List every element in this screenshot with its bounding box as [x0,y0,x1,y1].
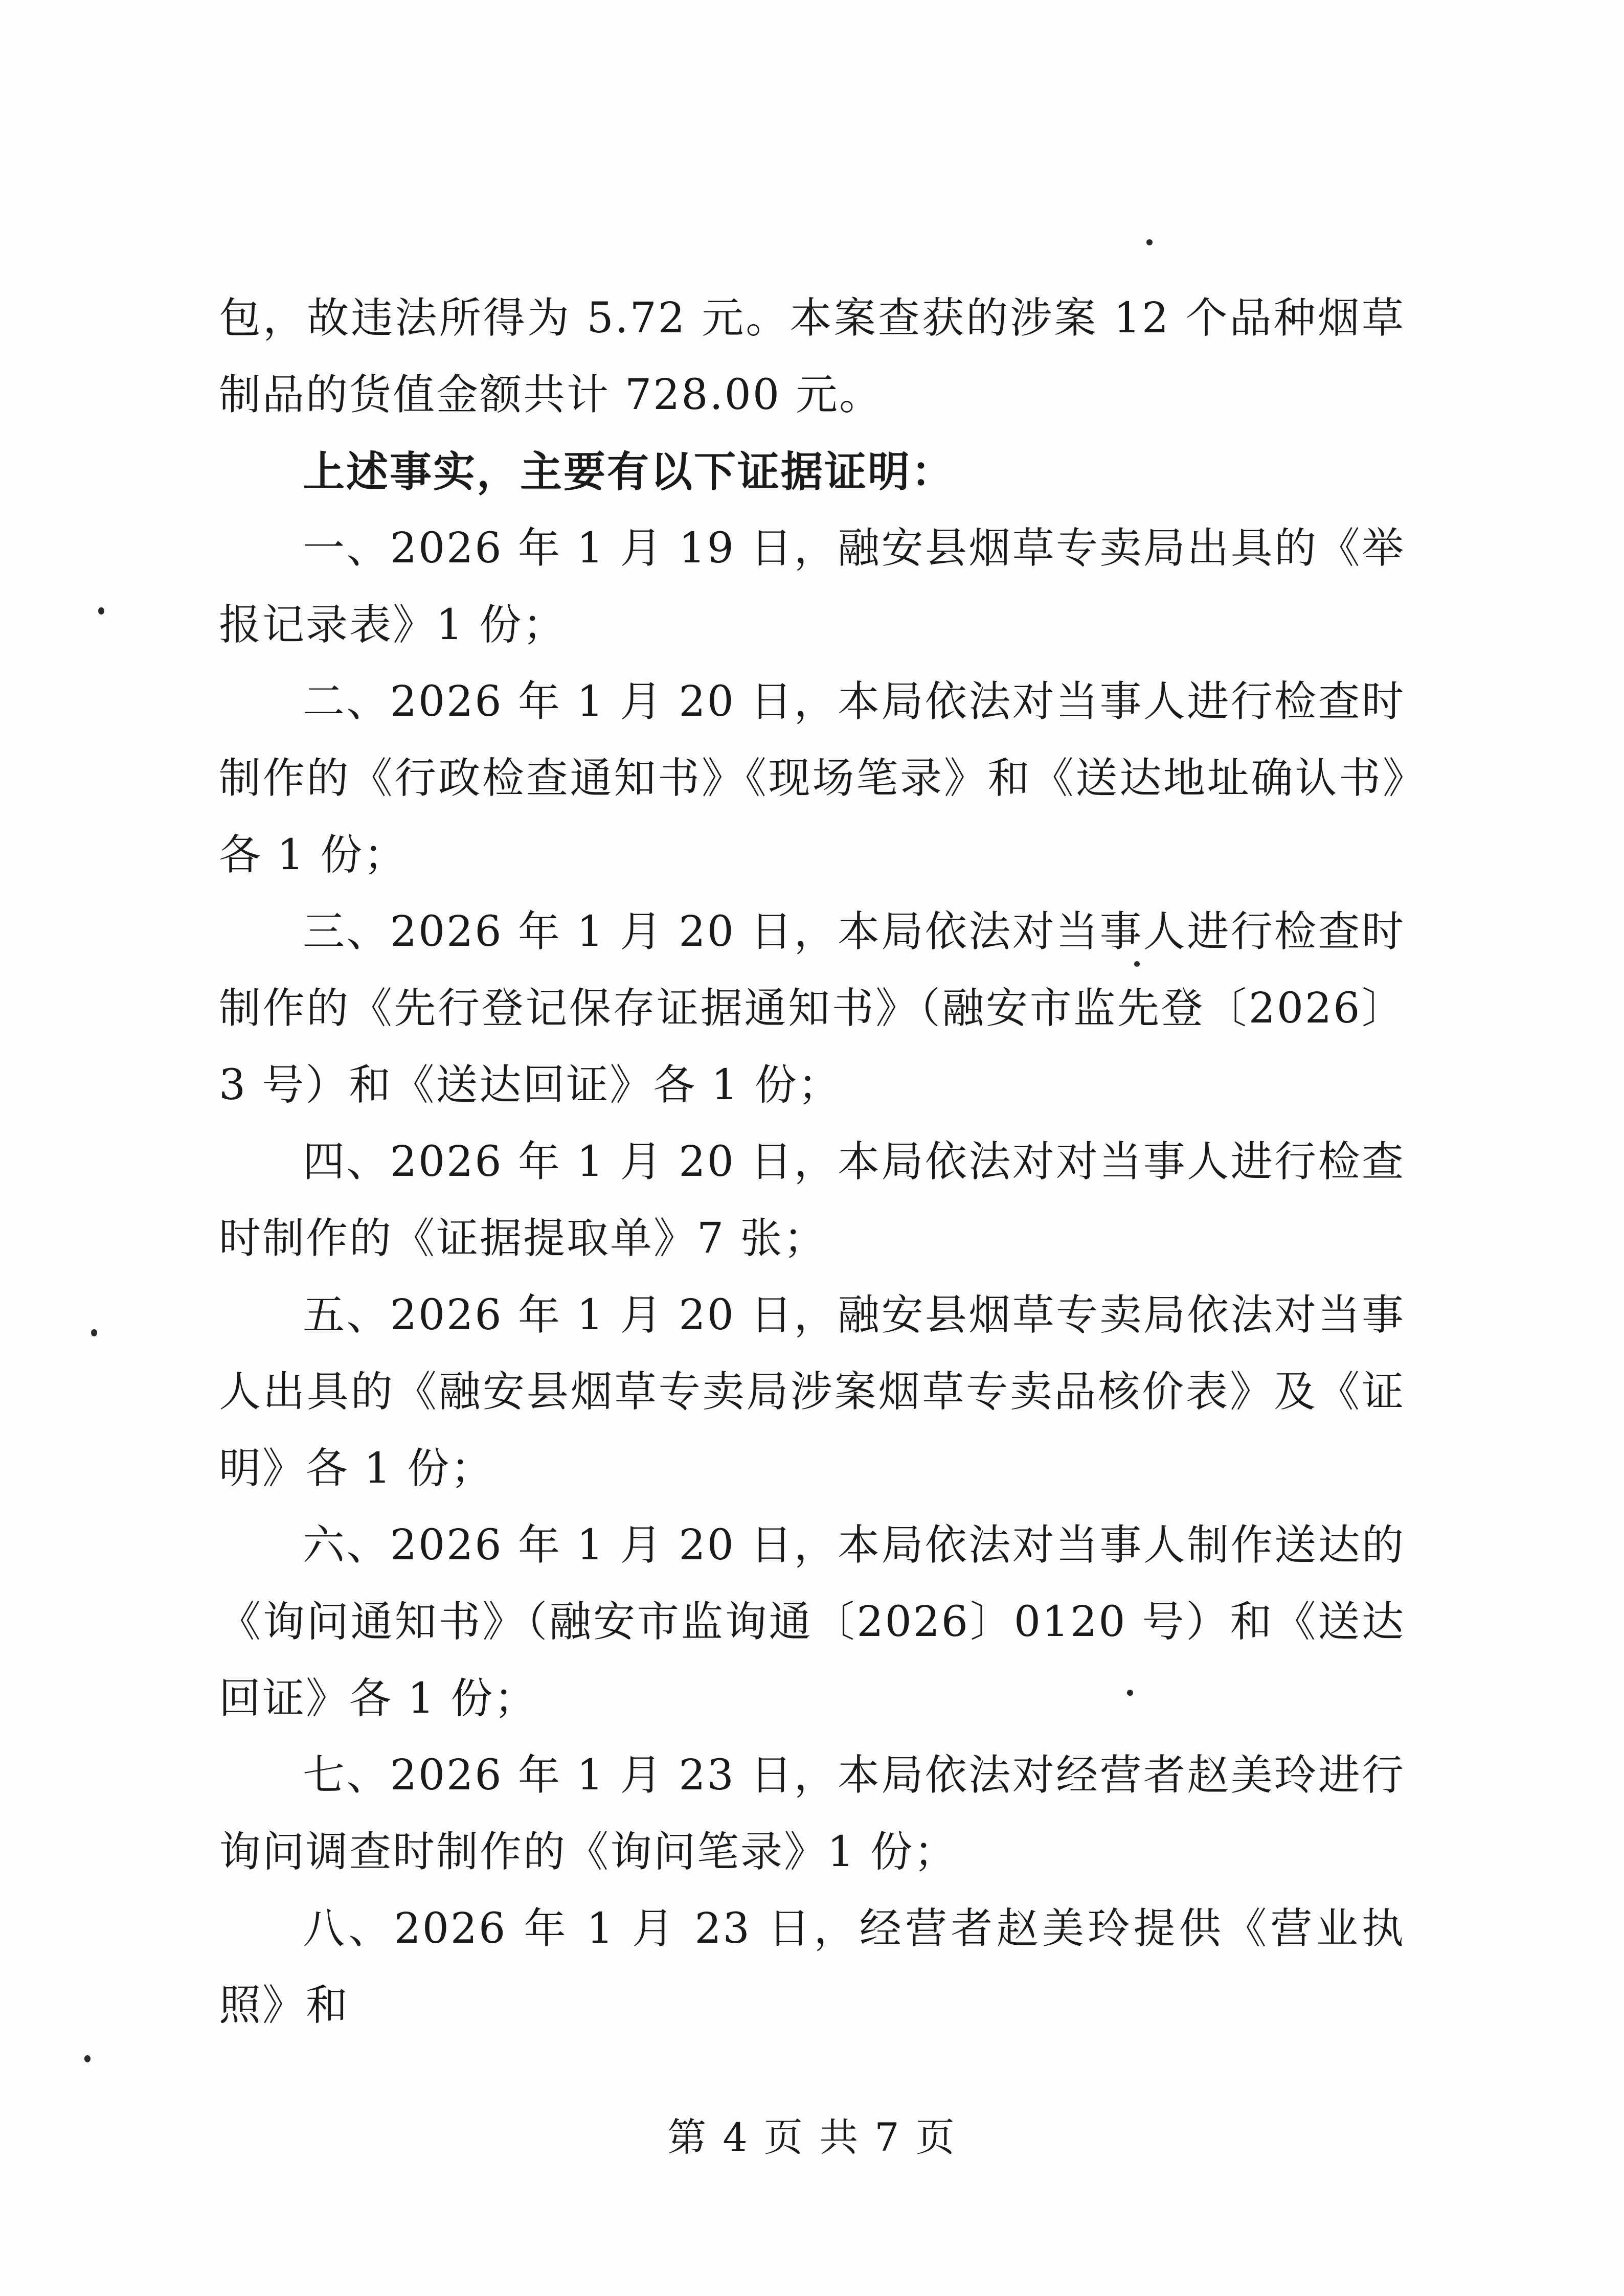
paragraph-evidence-1: 一、2026 年 1 月 19 日，融安县烟草专卖局出具的《举报记录表》1 份； [219,524,1405,649]
paragraph-evidence-7: 七、2026 年 1 月 23 日，本局依法对经营者赵美玲进行询问调查时制作的《询问笔录》1 份； [219,1751,1405,1876]
paragraph-evidence-2: 二、2026 年 1 月 20 日，本局依法对当事人进行检查时制作的《行政检查通知书》《现场笔录》和《送达地址确认书》各 1 份； [219,677,1405,879]
paragraph-evidence-8: 八、2026 年 1 月 23 日，经营者赵美玲提供《营业执照》和 [219,1904,1405,2030]
page-number-footer: 第 4 页 共 7 页 [667,2115,957,2160]
paragraph-evidence-heading: 上述事实，主要有以下证据证明： [303,447,955,496]
paragraph-evidence-3: 三、2026 年 1 月 20 日，本局依法对当事人进行检查时制作的《先行登记保存证据通知书》（融安市监先登〔2026〕3 号）和《送达回证》各 1 份； [219,907,1405,1109]
paragraph-evidence-6: 六、2026 年 1 月 20 日，本局依法对当事人制作送达的《询问通知书》（融安市监询通〔2026〕0120 号）和《送达回证》各 1 份； [219,1521,1405,1723]
scan-speck [84,2055,91,2062]
scan-speck [98,607,104,615]
scan-speck [91,1329,97,1336]
document-body [219,280,1405,2044]
scan-speck [1146,239,1153,245]
paragraph-illegal-income: 包，故违法所得为 5.72 元。本案查获的涉案 12 个品种烟草制品的货值金额共计 728.00 元。 [219,294,1405,419]
paragraph-evidence-5: 五、2026 年 1 月 20 日，融安县烟草专卖局依法对当事人出具的《融安县烟草专卖局涉案烟草专卖品核价表》及《证明》各 1 份； [219,1291,1405,1493]
paragraph-evidence-4: 四、2026 年 1 月 20 日，本局依法对对当事人进行检查时制作的《证据提取单》7 张； [219,1138,1405,1263]
